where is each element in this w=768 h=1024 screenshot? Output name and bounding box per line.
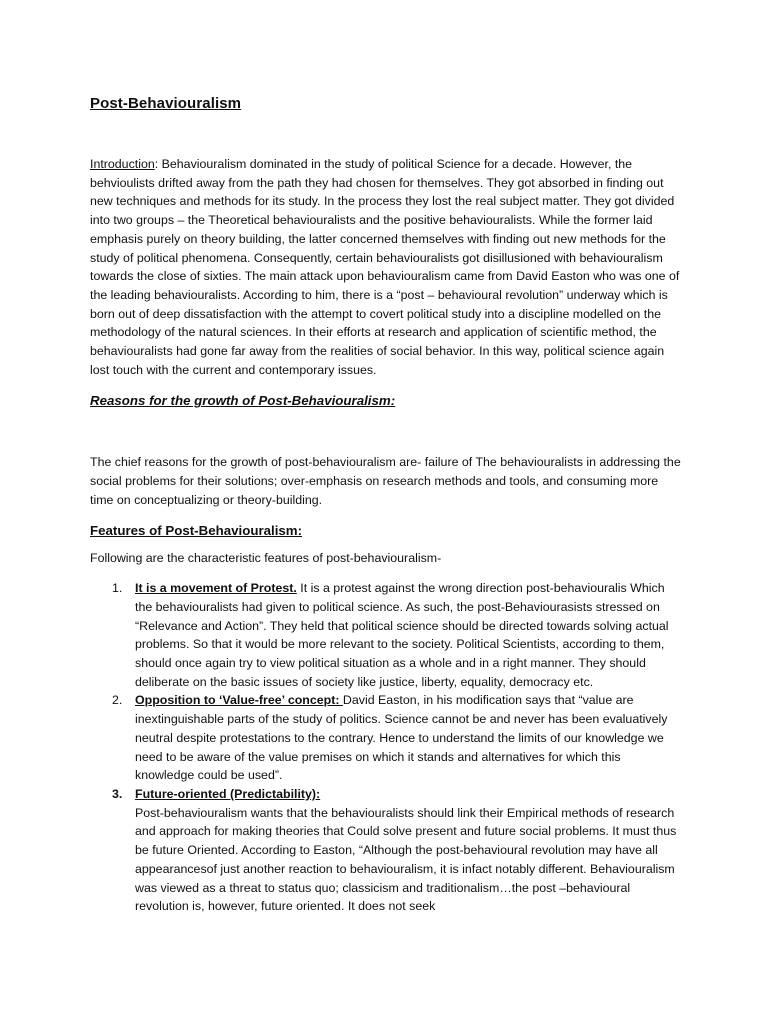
list-item-text: It is a protest against the wrong direction post-behaviouralis Which the behaviouralists had given to political science. As such, the post-Behaviourasists stressed on “Relevance and Action”. They held that political science should be directed towards solving actual problems. So that it would be more relevant to the society. Political Scientists, according to them, should once again try to view political situation as a whole and in a right manner. They should deliberate on the basic issues of society like justice, liberty, equality, democracy etc. [135,581,669,689]
introduction-paragraph [90,155,682,379]
list-item [90,785,682,916]
document-page [90,93,682,916]
reasons-paragraph: The chief reasons for the growth of post-behaviouralism are- failure of The behaviouralists in addressing the social problems for their solutions; over-emphasis on research methods and tools, and consuming more time on conceptualizing or theory-building. [90,455,681,507]
list-item-heading: Future-oriented (Predictability): [135,786,321,801]
introduction-label: Introduction [90,157,155,171]
list-item-number: 1. [112,581,123,596]
list-item-text: David Easton, in his modification says that “value are inextinguishable parts of the study of politics. Science cannot be and never has been evaluatively neutral despite protestations to the contrary. Hence to understand the limits of our knowledge we need to be aware of the value premises on which it stands and alternatives for which this knowledge could be used”. [135,693,668,783]
reasons-heading: Reasons for the growth of Post-Behaviouralism: [90,393,396,409]
list-item-number: 2. [112,693,123,708]
list-item-text: Post-behaviouralism wants that the behaviouralists should link their Empirical methods of research and approach for making theories that Could solve present and future social problems. It must thus be future Oriented. According to Easton, “Although the post-behavioural revolution may have all appearancesof just another reaction to behaviouralism, it is infact notably different. Behaviouralism was viewed as a threat to status quo; classicism and traditionalism…the post –behavioural revolution is, however, future oriented. It does not seek [135,805,677,914]
page-title: Post-Behaviouralism [90,95,242,112]
list-item [90,691,682,785]
list-item [90,579,682,691]
features-heading: Features of Post-Behaviouralism: [90,522,303,538]
list-item-heading: Opposition to ‘Value-free’ concept: [135,693,343,708]
list-item-number: 3. [112,786,123,801]
features-intro: Following are the characteristic features of post-behaviouralism- [90,550,442,565]
list-item-heading: It is a movement of Protest. [135,581,297,596]
features-list [90,579,682,916]
introduction-text: : Behaviouralism dominated in the study of political Science for a decade. However, the behvioulists drifted away from the path they had chosen for themselves. They got absorbed in finding out new techniques and methods for its study. In the process they lost the real subject matter. They got divided into two groups – the Theoretical behaviouralists and the positive behaviouralists. While the former laid emphasis purely on theory building, the latter concerned themselves with finding out new methods for the study of political phenomena. Consequently, certain behaviouralists got disillusioned with behaviouralism towards the close of sixties. The main attack upon behaviouralism came from David Easton who was one of the leading behaviouralists. According to him, there is a “post – behavioural revolution” underway which is born out of deep dissatisfaction with the attempt to covert political study into a discipline modelled on the methodology of the natural sciences. In their efforts at research and application of scientific method, the behaviouralists had gone far away from the realities of social behavior. In this way, political science again lost touch with the current and contemporary issues. [90,157,680,377]
